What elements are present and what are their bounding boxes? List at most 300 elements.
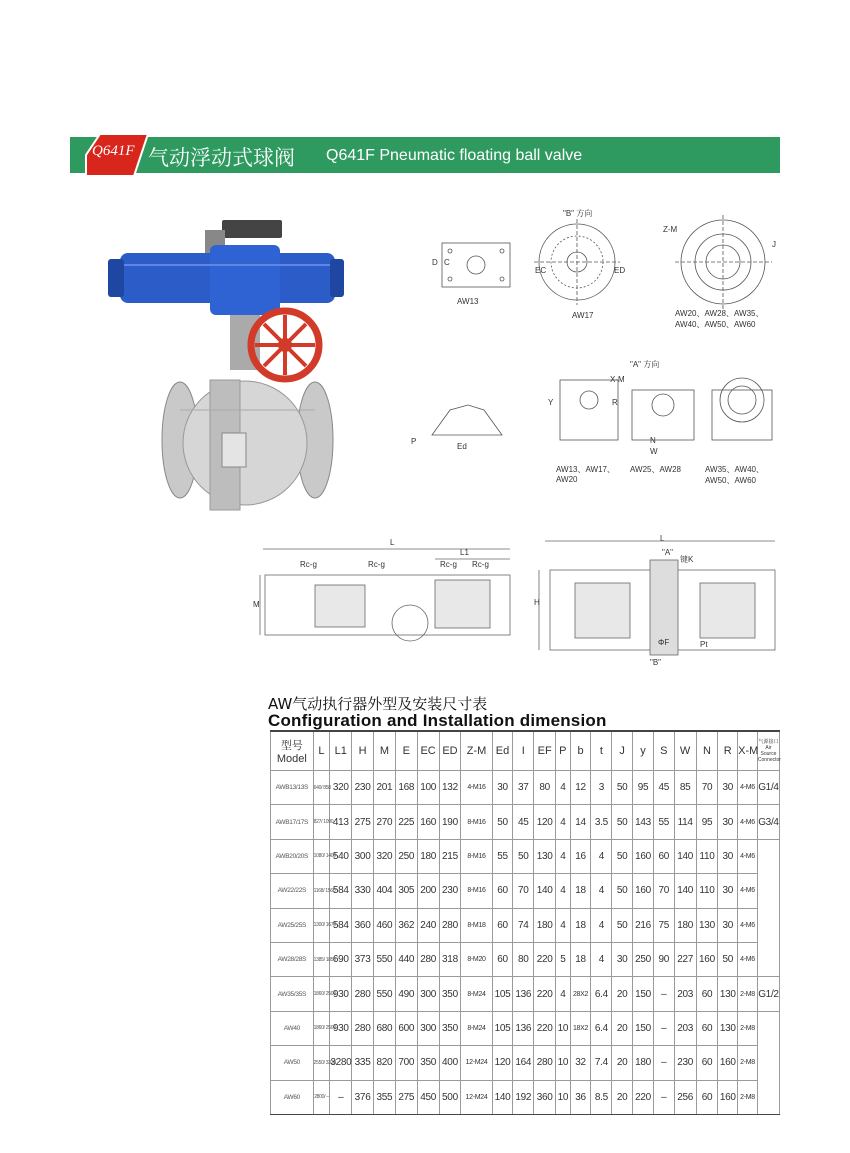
table-cell: 350 bbox=[439, 1011, 461, 1045]
table-cell: – bbox=[653, 1046, 674, 1080]
air-connector-cell bbox=[757, 839, 779, 873]
title-chinese: 气动浮动式球阀 bbox=[148, 146, 295, 170]
table-cell: 227 bbox=[674, 942, 696, 976]
table-cell: 300 bbox=[417, 977, 439, 1011]
table-cell: 680 bbox=[374, 1011, 396, 1045]
table-cell: 75 bbox=[653, 908, 674, 942]
table-cell: 30 bbox=[612, 942, 633, 976]
label-p: P bbox=[411, 437, 417, 446]
table-cell: 60 bbox=[492, 942, 513, 976]
label-ec: EC bbox=[535, 266, 547, 275]
table-cell: 1860/ 2500 bbox=[313, 977, 330, 1011]
header-col: W bbox=[674, 731, 696, 771]
table-cell: 90 bbox=[653, 942, 674, 976]
label-m: M bbox=[253, 600, 260, 609]
table-cell: 50 bbox=[492, 805, 513, 839]
table-cell: 8-M24 bbox=[461, 1011, 492, 1045]
label-ed-small: Ed bbox=[457, 442, 467, 451]
valve-product-photo bbox=[90, 215, 350, 515]
table-row bbox=[271, 1080, 780, 1114]
table-cell: 45 bbox=[653, 771, 674, 805]
table-cell: 500 bbox=[439, 1080, 461, 1114]
header-col: E bbox=[395, 731, 417, 771]
table-cell: – bbox=[330, 1080, 352, 1114]
table-cell: 190 bbox=[439, 805, 461, 839]
table-cell: 280 bbox=[417, 942, 439, 976]
table-cell: 140 bbox=[674, 874, 696, 908]
header-col: Ed bbox=[492, 731, 513, 771]
table-cell: 550 bbox=[374, 942, 396, 976]
table-cell: 100 bbox=[417, 771, 439, 805]
table-cell: 30 bbox=[718, 908, 738, 942]
table-cell: 240 bbox=[417, 908, 439, 942]
table-row bbox=[271, 1011, 780, 1045]
table-cell: 230 bbox=[352, 771, 374, 805]
table-cell: 12 bbox=[570, 771, 591, 805]
header-col: L1 bbox=[330, 731, 352, 771]
table-cell: 55 bbox=[653, 805, 674, 839]
header-col: EC bbox=[417, 731, 439, 771]
table-cell: 20 bbox=[612, 1011, 633, 1045]
air-connector-cell bbox=[757, 1011, 779, 1045]
table-cell: 2-M8 bbox=[738, 977, 758, 1011]
table-cell: 690 bbox=[330, 942, 352, 976]
header-col: L bbox=[313, 731, 330, 771]
table-cell: 150 bbox=[633, 1011, 654, 1045]
label-phif: ΦF bbox=[658, 638, 670, 647]
table-cell: 130 bbox=[718, 977, 738, 1011]
table-cell: 1168/ 1560 bbox=[313, 874, 330, 908]
table-cell: – bbox=[653, 1011, 674, 1045]
table-cell: 130 bbox=[718, 1011, 738, 1045]
table-cell: 50 bbox=[612, 771, 633, 805]
table-cell: 320 bbox=[330, 771, 352, 805]
table-cell: 3 bbox=[591, 771, 612, 805]
air-connector-cell bbox=[757, 1080, 779, 1114]
table-cell: 4 bbox=[591, 942, 612, 976]
table-cell: 225 bbox=[395, 805, 417, 839]
table-cell: 330 bbox=[352, 874, 374, 908]
label-w: W bbox=[650, 447, 658, 456]
table-cell: 8-M24 bbox=[461, 977, 492, 1011]
table-cell: 203 bbox=[674, 977, 696, 1011]
header-col: Z-M bbox=[461, 731, 492, 771]
table-cell: 80 bbox=[513, 942, 534, 976]
table-cell: 700 bbox=[395, 1046, 417, 1080]
table-cell: 250 bbox=[633, 942, 654, 976]
table-cell: 4 bbox=[556, 771, 571, 805]
table-cell: 8-M18 bbox=[461, 908, 492, 942]
table-cell: 460 bbox=[374, 908, 396, 942]
table-cell: 360 bbox=[534, 1080, 556, 1114]
label-c: C bbox=[444, 258, 450, 267]
table-row bbox=[271, 771, 780, 805]
table-cell: 36 bbox=[570, 1080, 591, 1114]
table-cell: 320 bbox=[374, 839, 396, 873]
table-cell: 12-M24 bbox=[461, 1080, 492, 1114]
table-cell: 827/ 1090 bbox=[313, 805, 330, 839]
label-l-right: L bbox=[660, 534, 665, 543]
table-cell: 640/ 858 bbox=[313, 771, 330, 805]
air-connector-cell bbox=[757, 874, 779, 908]
table-cell: 584 bbox=[330, 908, 352, 942]
table-cell: 160 bbox=[417, 805, 439, 839]
label-aw35-60-1: AW35、AW40、 bbox=[705, 465, 764, 474]
section-header bbox=[70, 137, 780, 173]
table-cell: 2-M8 bbox=[738, 1011, 758, 1045]
label-pt: Pt bbox=[700, 640, 708, 649]
table-cell: 200 bbox=[417, 874, 439, 908]
label-aw17: AW17 bbox=[572, 311, 594, 320]
dimension-table bbox=[270, 730, 780, 1115]
table-row bbox=[271, 1046, 780, 1080]
table-cell: 160 bbox=[696, 942, 718, 976]
air-connector-cell bbox=[757, 1046, 779, 1080]
table-cell: 5 bbox=[556, 942, 571, 976]
header-model: 型号 Model bbox=[271, 731, 314, 771]
table-cell: AW50 bbox=[271, 1046, 314, 1080]
table-cell: 105 bbox=[492, 977, 513, 1011]
label-key: 键K bbox=[680, 555, 694, 564]
table-cell: 1860/ 2500 bbox=[313, 1011, 330, 1045]
table-cell: 275 bbox=[352, 805, 374, 839]
table-cell: 8.5 bbox=[591, 1080, 612, 1114]
table-cell: 4-M6 bbox=[738, 771, 758, 805]
table-cell: 230 bbox=[439, 874, 461, 908]
label-a-direction: "A" 方向 bbox=[630, 360, 660, 369]
table-cell: 220 bbox=[633, 1080, 654, 1114]
table-cell: 70 bbox=[653, 874, 674, 908]
table-cell: 203 bbox=[674, 1011, 696, 1045]
table-row bbox=[271, 942, 780, 976]
label-h: H bbox=[534, 598, 540, 607]
table-cell: 45 bbox=[513, 805, 534, 839]
table-cell: 8-M16 bbox=[461, 805, 492, 839]
table-cell: 305 bbox=[395, 874, 417, 908]
table-cell: 60 bbox=[696, 1046, 718, 1080]
table-cell: 60 bbox=[696, 1080, 718, 1114]
table-cell: 540 bbox=[330, 839, 352, 873]
header-air-connector: 气源接口 Air Source Connector bbox=[757, 731, 779, 771]
air-connector-cell: G1/2 bbox=[757, 977, 779, 1011]
label-b-direction: "B" 方向 bbox=[563, 209, 593, 218]
table-cell: 7.4 bbox=[591, 1046, 612, 1080]
header-col: EF bbox=[534, 731, 556, 771]
table-cell: 2-M8 bbox=[738, 1080, 758, 1114]
table-cell: 55 bbox=[492, 839, 513, 873]
table-cell: 60 bbox=[653, 839, 674, 873]
table-cell: 1300/ 1670 bbox=[313, 908, 330, 942]
table-cell: 216 bbox=[633, 908, 654, 942]
table-cell: 4-M6 bbox=[738, 839, 758, 873]
table-cell: 180 bbox=[417, 839, 439, 873]
table-cell: 85 bbox=[674, 771, 696, 805]
table-cell: 300 bbox=[352, 839, 374, 873]
table-cell: 490 bbox=[395, 977, 417, 1011]
header-col: ED bbox=[439, 731, 461, 771]
table-cell: 150 bbox=[633, 977, 654, 1011]
table-cell: 160 bbox=[633, 839, 654, 873]
label-aw13-17-2: AW20 bbox=[556, 475, 578, 484]
table-cell: 50 bbox=[513, 839, 534, 873]
table-cell: – bbox=[653, 977, 674, 1011]
table-cell: 373 bbox=[352, 942, 374, 976]
table-cell: 930 bbox=[330, 1011, 352, 1045]
table-cell: 820 bbox=[374, 1046, 396, 1080]
table-cell: AW40 bbox=[271, 1011, 314, 1045]
table-cell: 2-M8 bbox=[738, 1046, 758, 1080]
label-aw13-17-1: AW13、AW17、 bbox=[556, 465, 615, 474]
table-cell: AW28/28S bbox=[271, 942, 314, 976]
label-zm: Z-M bbox=[663, 225, 678, 234]
table-cell: 132 bbox=[439, 771, 461, 805]
table-cell: 10 bbox=[556, 1080, 571, 1114]
table-cell: 120 bbox=[492, 1046, 513, 1080]
table-cell: 280 bbox=[352, 1011, 374, 1045]
table-cell: 30 bbox=[718, 839, 738, 873]
label-aw20-group-2: AW40、AW50、AW60 bbox=[675, 320, 756, 329]
table-cell: 201 bbox=[374, 771, 396, 805]
table-cell: 160 bbox=[718, 1046, 738, 1080]
table-cell: 335 bbox=[352, 1046, 374, 1080]
air-connector-cell: G1/4 bbox=[757, 771, 779, 805]
table-cell: 136 bbox=[513, 977, 534, 1011]
table-cell: 105 bbox=[492, 1011, 513, 1045]
table-cell: 355 bbox=[374, 1080, 396, 1114]
table-cell: 230 bbox=[674, 1046, 696, 1080]
table-cell: 404 bbox=[374, 874, 396, 908]
table-cell: AWB20/20S bbox=[271, 839, 314, 873]
table-cell: 300 bbox=[417, 1011, 439, 1045]
header-col: S bbox=[653, 731, 674, 771]
air-connector-cell bbox=[757, 942, 779, 976]
table-cell: 30 bbox=[492, 771, 513, 805]
table-row bbox=[271, 805, 780, 839]
table-cell: – bbox=[653, 1080, 674, 1114]
table-cell: 95 bbox=[633, 771, 654, 805]
table-cell: 8-M16 bbox=[461, 839, 492, 873]
label-aw13: AW13 bbox=[457, 297, 479, 306]
table-cell: 1080/ 1400 bbox=[313, 839, 330, 873]
table-cell: 164 bbox=[513, 1046, 534, 1080]
table-cell: 10 bbox=[556, 1011, 571, 1045]
table-cell: 1385/ 1850 bbox=[313, 942, 330, 976]
header-col: P bbox=[556, 731, 571, 771]
table-cell: 2800/ – bbox=[313, 1080, 330, 1114]
table-cell: 180 bbox=[633, 1046, 654, 1080]
table-cell: 8-M16 bbox=[461, 874, 492, 908]
table-cell: 250 bbox=[395, 839, 417, 873]
table-cell: 440 bbox=[395, 942, 417, 976]
table-cell: 4-M6 bbox=[738, 942, 758, 976]
table-cell: 37 bbox=[513, 771, 534, 805]
table-cell: 16 bbox=[570, 839, 591, 873]
table-cell: 140 bbox=[492, 1080, 513, 1114]
table-cell: 30 bbox=[718, 771, 738, 805]
table-cell: 4-M6 bbox=[738, 908, 758, 942]
table-cell: 280 bbox=[352, 977, 374, 1011]
table-cell: 275 bbox=[395, 1080, 417, 1114]
table-cell: 280 bbox=[534, 1046, 556, 1080]
table-cell: 2550/ 3320 bbox=[313, 1046, 330, 1080]
table-cell: 4 bbox=[556, 908, 571, 942]
table-cell: 114 bbox=[674, 805, 696, 839]
table-title-english: Configuration and Installation dimension bbox=[268, 711, 607, 730]
table-cell: 74 bbox=[513, 908, 534, 942]
table-cell: 110 bbox=[696, 874, 718, 908]
label-l1: L1 bbox=[460, 548, 469, 557]
table-cell: 130 bbox=[534, 839, 556, 873]
header-col: t bbox=[591, 731, 612, 771]
table-cell: 95 bbox=[696, 805, 718, 839]
table-cell: 362 bbox=[395, 908, 417, 942]
table-cell: 192 bbox=[513, 1080, 534, 1114]
table-cell: 360 bbox=[352, 908, 374, 942]
label-rc-1: Rc-g bbox=[300, 560, 317, 569]
table-cell: 20 bbox=[612, 1080, 633, 1114]
label-rc-4: Rc-g bbox=[472, 560, 489, 569]
table-cell: 350 bbox=[417, 1046, 439, 1080]
air-connector-cell bbox=[757, 908, 779, 942]
table-cell: 110 bbox=[696, 839, 718, 873]
table-cell: 220 bbox=[534, 942, 556, 976]
label-xm: X-M bbox=[610, 375, 625, 384]
header-col: N bbox=[696, 731, 718, 771]
header-col: b bbox=[570, 731, 591, 771]
table-cell: 168 bbox=[395, 771, 417, 805]
label-l-left: L bbox=[390, 538, 395, 547]
table-cell: 4 bbox=[591, 839, 612, 873]
table-cell: 215 bbox=[439, 839, 461, 873]
badge-label: Q641F bbox=[92, 143, 135, 159]
table-cell: 50 bbox=[612, 908, 633, 942]
label-rc-3: Rc-g bbox=[440, 560, 457, 569]
table-cell: AW35/35S bbox=[271, 977, 314, 1011]
table-cell: 4-M6 bbox=[738, 805, 758, 839]
table-cell: AW25/25S bbox=[271, 908, 314, 942]
table-cell: 140 bbox=[674, 839, 696, 873]
table-cell: 143 bbox=[633, 805, 654, 839]
label-aw25-28: AW25、AW28 bbox=[630, 465, 681, 474]
table-header-row bbox=[271, 731, 780, 771]
table-cell: 8-M20 bbox=[461, 942, 492, 976]
label-n: N bbox=[650, 436, 656, 445]
label-j: J bbox=[772, 240, 776, 249]
header-col: X-M bbox=[738, 731, 758, 771]
flange-diagrams bbox=[420, 205, 790, 495]
table-cell: 32 bbox=[570, 1046, 591, 1080]
table-cell: 20 bbox=[612, 977, 633, 1011]
table-cell: 400 bbox=[439, 1046, 461, 1080]
table-cell: 80 bbox=[534, 771, 556, 805]
table-cell: 450 bbox=[417, 1080, 439, 1114]
label-ed: ED bbox=[614, 266, 626, 275]
table-cell: 50 bbox=[612, 874, 633, 908]
label-rc-2: Rc-g bbox=[368, 560, 385, 569]
table-cell: 18X2 bbox=[570, 1011, 591, 1045]
table-cell: 10 bbox=[556, 1046, 571, 1080]
table-cell: 256 bbox=[674, 1080, 696, 1114]
table-cell: 4 bbox=[591, 874, 612, 908]
header-col: H bbox=[352, 731, 374, 771]
table-cell: 4 bbox=[556, 839, 571, 873]
table-cell: 60 bbox=[696, 1011, 718, 1045]
label-a-view: "A" bbox=[662, 548, 674, 557]
table-cell: 160 bbox=[718, 1080, 738, 1114]
table-cell: 270 bbox=[374, 805, 396, 839]
table-cell: 584 bbox=[330, 874, 352, 908]
table-cell: 120 bbox=[534, 805, 556, 839]
actuator-section-drawings bbox=[255, 535, 785, 670]
table-row bbox=[271, 839, 780, 873]
table-cell: 318 bbox=[439, 942, 461, 976]
table-cell: 4-M16 bbox=[461, 771, 492, 805]
table-cell: 18 bbox=[570, 908, 591, 942]
label-aw35-60-2: AW50、AW60 bbox=[705, 476, 756, 485]
table-cell: 60 bbox=[696, 977, 718, 1011]
table-cell: 4-M6 bbox=[738, 874, 758, 908]
title-english: Q641F Pneumatic floating ball valve bbox=[326, 147, 583, 164]
table-row bbox=[271, 874, 780, 908]
table-cell: 60 bbox=[492, 874, 513, 908]
table-cell: 6.4 bbox=[591, 1011, 612, 1045]
table-cell: 280 bbox=[439, 908, 461, 942]
table-cell: 4 bbox=[556, 874, 571, 908]
table-cell: 180 bbox=[674, 908, 696, 942]
table-cell: 3.5 bbox=[591, 805, 612, 839]
table-cell: AWB13/13S bbox=[271, 771, 314, 805]
table-cell: 220 bbox=[534, 977, 556, 1011]
label-r: R bbox=[612, 398, 618, 407]
table-cell: 4 bbox=[556, 977, 571, 1011]
label-aw20-group-1: AW20、AW28、AW35、 bbox=[675, 309, 764, 318]
table-cell: 30 bbox=[718, 805, 738, 839]
table-cell: 18 bbox=[570, 942, 591, 976]
table-cell: 28X2 bbox=[570, 977, 591, 1011]
label-y: Y bbox=[548, 398, 554, 407]
table-cell: 160 bbox=[633, 874, 654, 908]
table-cell: 14 bbox=[570, 805, 591, 839]
table-cell: AW60 bbox=[271, 1080, 314, 1114]
table-cell: 136 bbox=[513, 1011, 534, 1045]
table-cell: 350 bbox=[439, 977, 461, 1011]
table-cell: 130 bbox=[696, 908, 718, 942]
table-cell: 50 bbox=[612, 805, 633, 839]
table-cell: 4 bbox=[556, 805, 571, 839]
header-col: R bbox=[718, 731, 738, 771]
table-cell: 50 bbox=[612, 839, 633, 873]
table-row bbox=[271, 908, 780, 942]
table-cell: 70 bbox=[513, 874, 534, 908]
table-row bbox=[271, 977, 780, 1011]
table-cell: 12-M24 bbox=[461, 1046, 492, 1080]
table-cell: 140 bbox=[534, 874, 556, 908]
air-connector-cell: G3/4 bbox=[757, 805, 779, 839]
table-cell: 70 bbox=[696, 771, 718, 805]
table-cell: 20 bbox=[612, 1046, 633, 1080]
table-title-chinese: AW气动执行器外型及安装尺寸表 bbox=[268, 695, 488, 713]
table-cell: 180 bbox=[534, 908, 556, 942]
table-cell: 3280 bbox=[330, 1046, 352, 1080]
table-cell: 6.4 bbox=[591, 977, 612, 1011]
header-col: M bbox=[374, 731, 396, 771]
table-cell: 4 bbox=[591, 908, 612, 942]
header-col: y bbox=[633, 731, 654, 771]
table-cell: 550 bbox=[374, 977, 396, 1011]
table-cell: AWB17/17S bbox=[271, 805, 314, 839]
table-cell: 930 bbox=[330, 977, 352, 1011]
table-cell: 600 bbox=[395, 1011, 417, 1045]
